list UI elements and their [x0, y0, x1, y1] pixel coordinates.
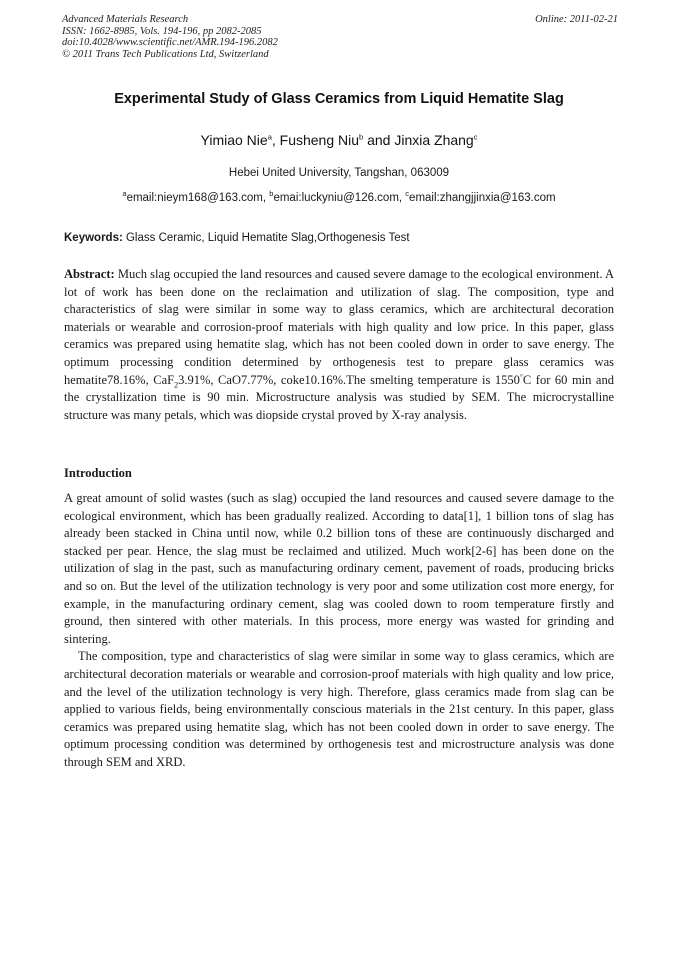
- journal-header: [62, 14, 618, 60]
- email-list: [20, 189, 658, 204]
- author-separator: ,: [271, 132, 280, 148]
- abstract-text-2: 3.91%, CaO7.77%, coke10.16%.The smelting temperature is 1550: [178, 372, 520, 387]
- introduction-paragraph: The composition, type and characteristics of slag were similar in some way to glass ceramics, which are architectural decoration materials or wearable and corrosion-proof materials with high quality and low price, and the level of the utilization technology is very high. Therefore, glass ceramics made from slag can be applied to various fields, being environmentally conscious materials in the 21st century. In this paper, glass ceramics was prepared using hematite slag, which has not been cooled down in order to save energy. The optimum processing condition was determined by orthogenesis test and microstructure analysis was done through SEM and XRD.: [64, 649, 614, 769]
- author-separator: and: [363, 132, 395, 148]
- abstract-subscript: 2: [174, 380, 179, 390]
- abstract-text-1: Much slag occupied the land resources and caused severe damage to the ecological environment. A lot of work has been done on the reclaimation and utilization of slag. The composition, type and characteristics of slag were similar in some way to glass ceramics, which are architectural decoration materials or wearable and corrosion-proof materials with high quality and low price. In this paper, glass ceramics was prepared using hematite slag, which has not been cooled down in order to save energy. The optimum processing condition determined by orthogenesis test to prepare glass ceramics was hematite78.16%, CaF: [64, 267, 614, 387]
- author-mark: c: [473, 132, 478, 142]
- abstract-paragraph: [64, 266, 614, 424]
- email-mark: c: [405, 189, 410, 199]
- introduction-heading: Introduction: [64, 466, 132, 480]
- email-address[interactable]: email:zhangjjinxia@163.com: [409, 192, 556, 204]
- doi-line: doi:10.4028/www.scientific.net/AMR.194-196.2082: [62, 37, 278, 48]
- email-mark: a: [122, 189, 127, 199]
- online-date: Online: 2011-02-21: [535, 14, 618, 25]
- introduction-paragraph: A great amount of solid wastes (such as slag) occupied the land resources and caused severe damage to the ecological environment, which has been gradually realized. According to data[1], 1 billion tons of slag has already been stacked in China until now, while 0.2 billion tons of these are continuously discharged and stacked per pear. Hence, the slag must be reclaimed and utilized. Much work[2-6] has been done on the utilization of slag in the past, such as manufacturing ordinary cement, pavement of roads, producing bricks and so on. But the level of the utilization technology is very poor and some utilization cost more energy, for example, in the manufacturing ordinary cement, slag was cooled down to room temperature firstly and ground, then sintered with other materials. In this process, more energy was wasted for grinding and sintering.: [64, 491, 614, 646]
- author-mark: a: [267, 132, 272, 142]
- introduction-body: [64, 490, 614, 772]
- keywords-label: Keywords:: [64, 232, 123, 244]
- author-name: Jinxia Zhang: [394, 132, 474, 148]
- author-mark: b: [359, 132, 364, 142]
- degree-mark: °: [519, 371, 523, 381]
- email-address[interactable]: email:nieym168@163.com: [126, 192, 263, 204]
- author-name: Fusheng Niu: [279, 132, 360, 148]
- abstract-label: Abstract:: [64, 267, 115, 281]
- issn-line: ISSN: 1662-8985, Vols. 194-196, pp 2082-2085: [62, 25, 262, 37]
- paper-title: Experimental Study of Glass Ceramics from Liquid Hematite Slag: [114, 91, 564, 107]
- email-address[interactable]: emai:luckyniu@126.com: [273, 192, 399, 204]
- author-list: [40, 132, 638, 148]
- author-name: Yimiao Nie: [200, 132, 268, 148]
- keywords-line: [64, 232, 616, 244]
- email-separator: ,: [262, 192, 270, 204]
- copyright-line: © 2011 Trans Tech Publications Ltd, Switzerland: [62, 48, 269, 60]
- keywords-text: Glass Ceramic, Liquid Hematite Slag,Orthogenesis Test: [122, 232, 410, 244]
- journal-name: Advanced Materials Research: [62, 14, 189, 25]
- abstract-text-3: C for 60 min and the crystallization time is 90 min. Microstructure analysis was studied by SEM. The microcrystalline structure was many petals, which was diopside crystal proved by X-ray analysis.: [64, 372, 614, 422]
- affiliation: Hebei United University, Tangshan, 063009: [228, 167, 450, 179]
- email-separator: ,: [398, 192, 406, 204]
- email-mark: b: [269, 189, 274, 199]
